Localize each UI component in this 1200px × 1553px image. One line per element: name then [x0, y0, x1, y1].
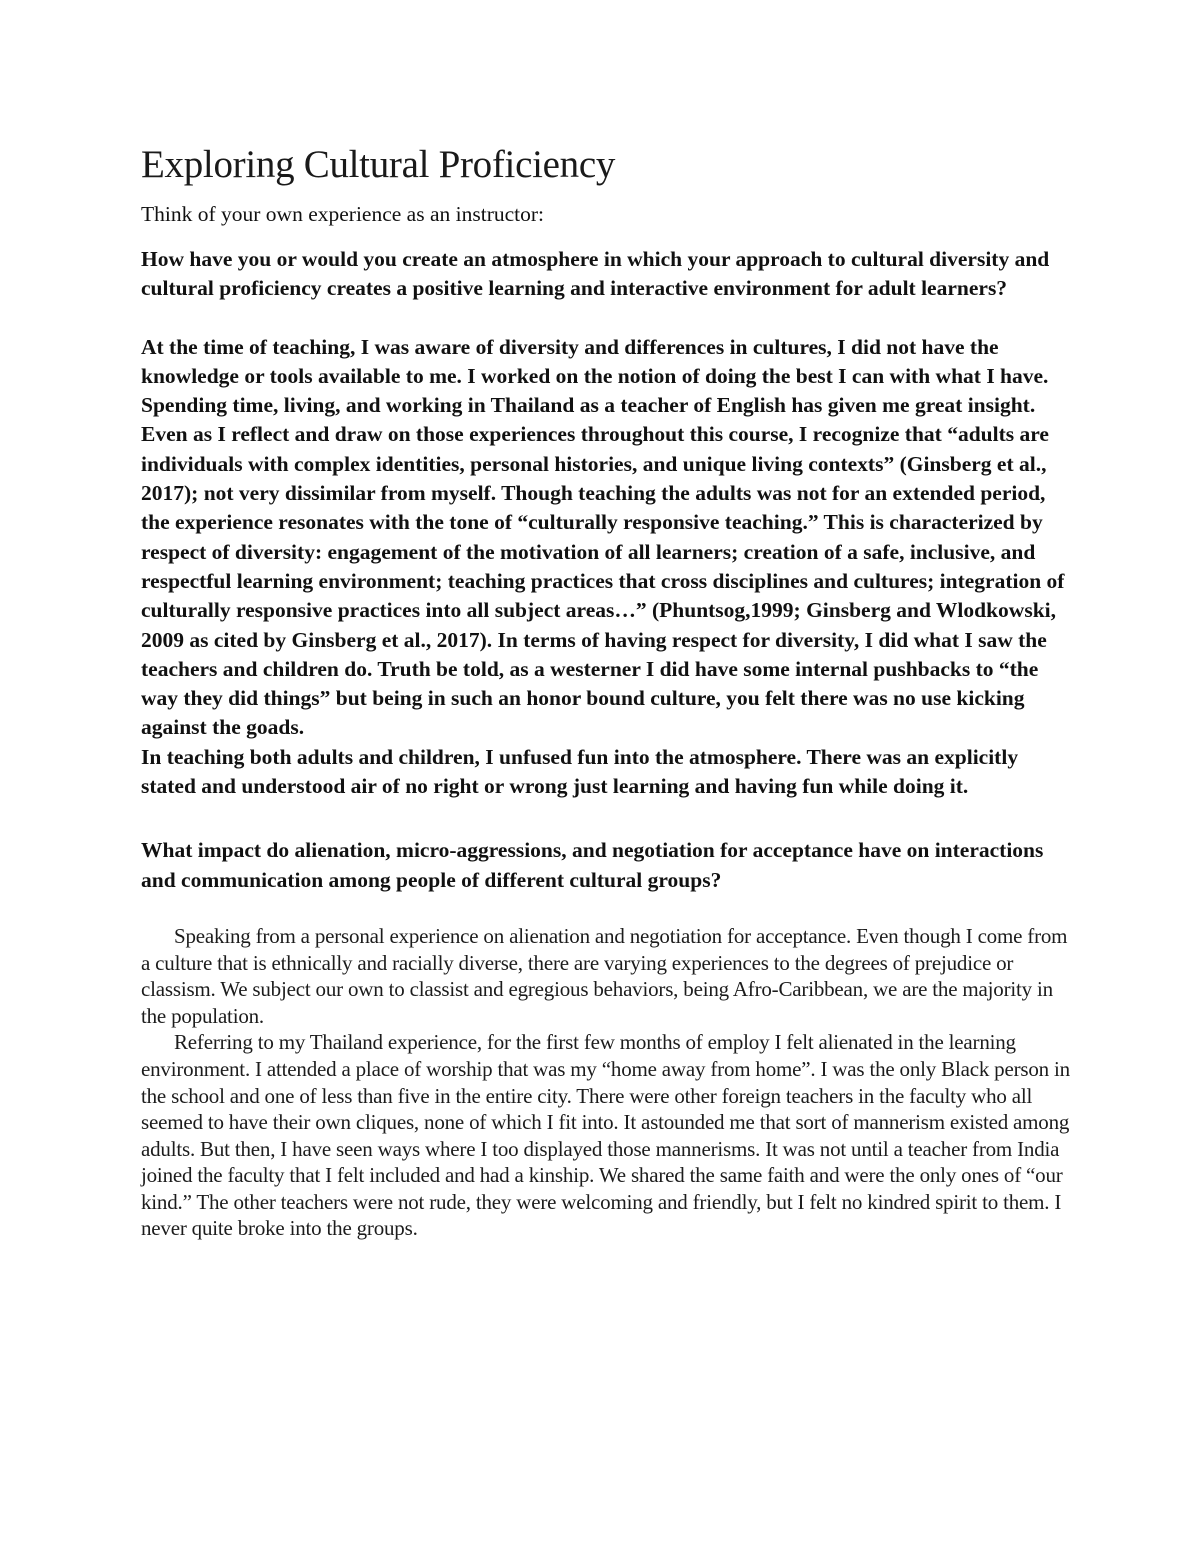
- document-page: [141, 140, 1071, 1242]
- intro-text: Think of your own experience as an instructor:: [141, 202, 544, 226]
- answer-2-paragraph-2: Referring to my Thailand experience, for the first few months of employ I felt alienated in the learning environment. I attended a place of worship that was my “home away from home”. I was the only Black person in the school and one of less than five in the entire city. There were other foreign teachers in the faculty who all seemed to have their own cliques, none of which I fit into. It astounded me that sort of mannerism existed among adults. But then, I have seen ways where I too displayed those mannerisms. It was not until a teacher from India joined the faculty that I felt included and had a kinship. We shared the same faith and were the only ones of “our kind.” The other teachers were not rude, they were welcoming and friendly, but I felt no kindred spirit to them. I never quite broke into the groups.: [141, 1030, 1070, 1241]
- answer-2: [141, 923, 1071, 1242]
- blank-line: [141, 801, 1071, 830]
- document-title: Exploring Cultural Proficiency: [141, 143, 616, 186]
- question-2: What impact do alienation, micro-aggressions, and negotiation for acceptance have on interactions and communication among people of different cultural groups?: [141, 838, 1044, 892]
- answer-1-paragraph-2: In teaching both adults and children, I unfused fun into the atmosphere. There was an explicitly stated and understood air of no right or wrong just learning and having fun while doing it.: [141, 744, 1019, 799]
- answer-1-paragraph-1: At the time of teaching, I was aware of diversity and differences in cultures, I did not have the knowledge or tools available to me. I worked on the notion of doing the best I can with what I have. Spending time, living, and working in Thailand as a teacher of English has given me great insight. Even as I reflect and draw on those experiences throughout this course, I recognize that “adults are individuals with complex identities, personal histories, and unique living contexts” (Ginsberg et al., 2017); not very dissimilar from myself. Though teaching the adults was not for an extended period, the experience resonates with the tone of “culturally responsive teaching.” This is characterized by respect of diversity: engagement of the motivation of all learners; creation of a safe, inclusive, and respectful learning environment; teaching practices that cross disciplines and cultures; integration of culturally responsive practices into all subject areas…” (Phuntsog,1999; Ginsberg and Wlodkowski, 2009 as cited by Ginsberg et al., 2017). In terms of having respect for diversity, I did what I saw the teachers and children do. Truth be told, as a westerner I did have some internal pushbacks to “the way they did things” but being in such an honor bound culture, you felt there was no use kicking against the goads.: [141, 334, 1065, 740]
- question-1: How have you or would you create an atmosphere in which your approach to cultural diversity and cultural proficiency creates a positive learning and interactive environment for adult learners?: [141, 247, 1050, 301]
- answer-1: [141, 333, 1071, 802]
- answer-2-paragraph-1: Speaking from a personal experience on alienation and negotiation for acceptance. Even though I come from a culture that is ethnically and racially diverse, there are varying experiences to the degrees of prejudice or classism. We subject our own to classist and egregious behaviors, being Afro-Caribbean, we are the majority in the population.: [141, 923, 1068, 1028]
- blank-line: [141, 304, 1071, 333]
